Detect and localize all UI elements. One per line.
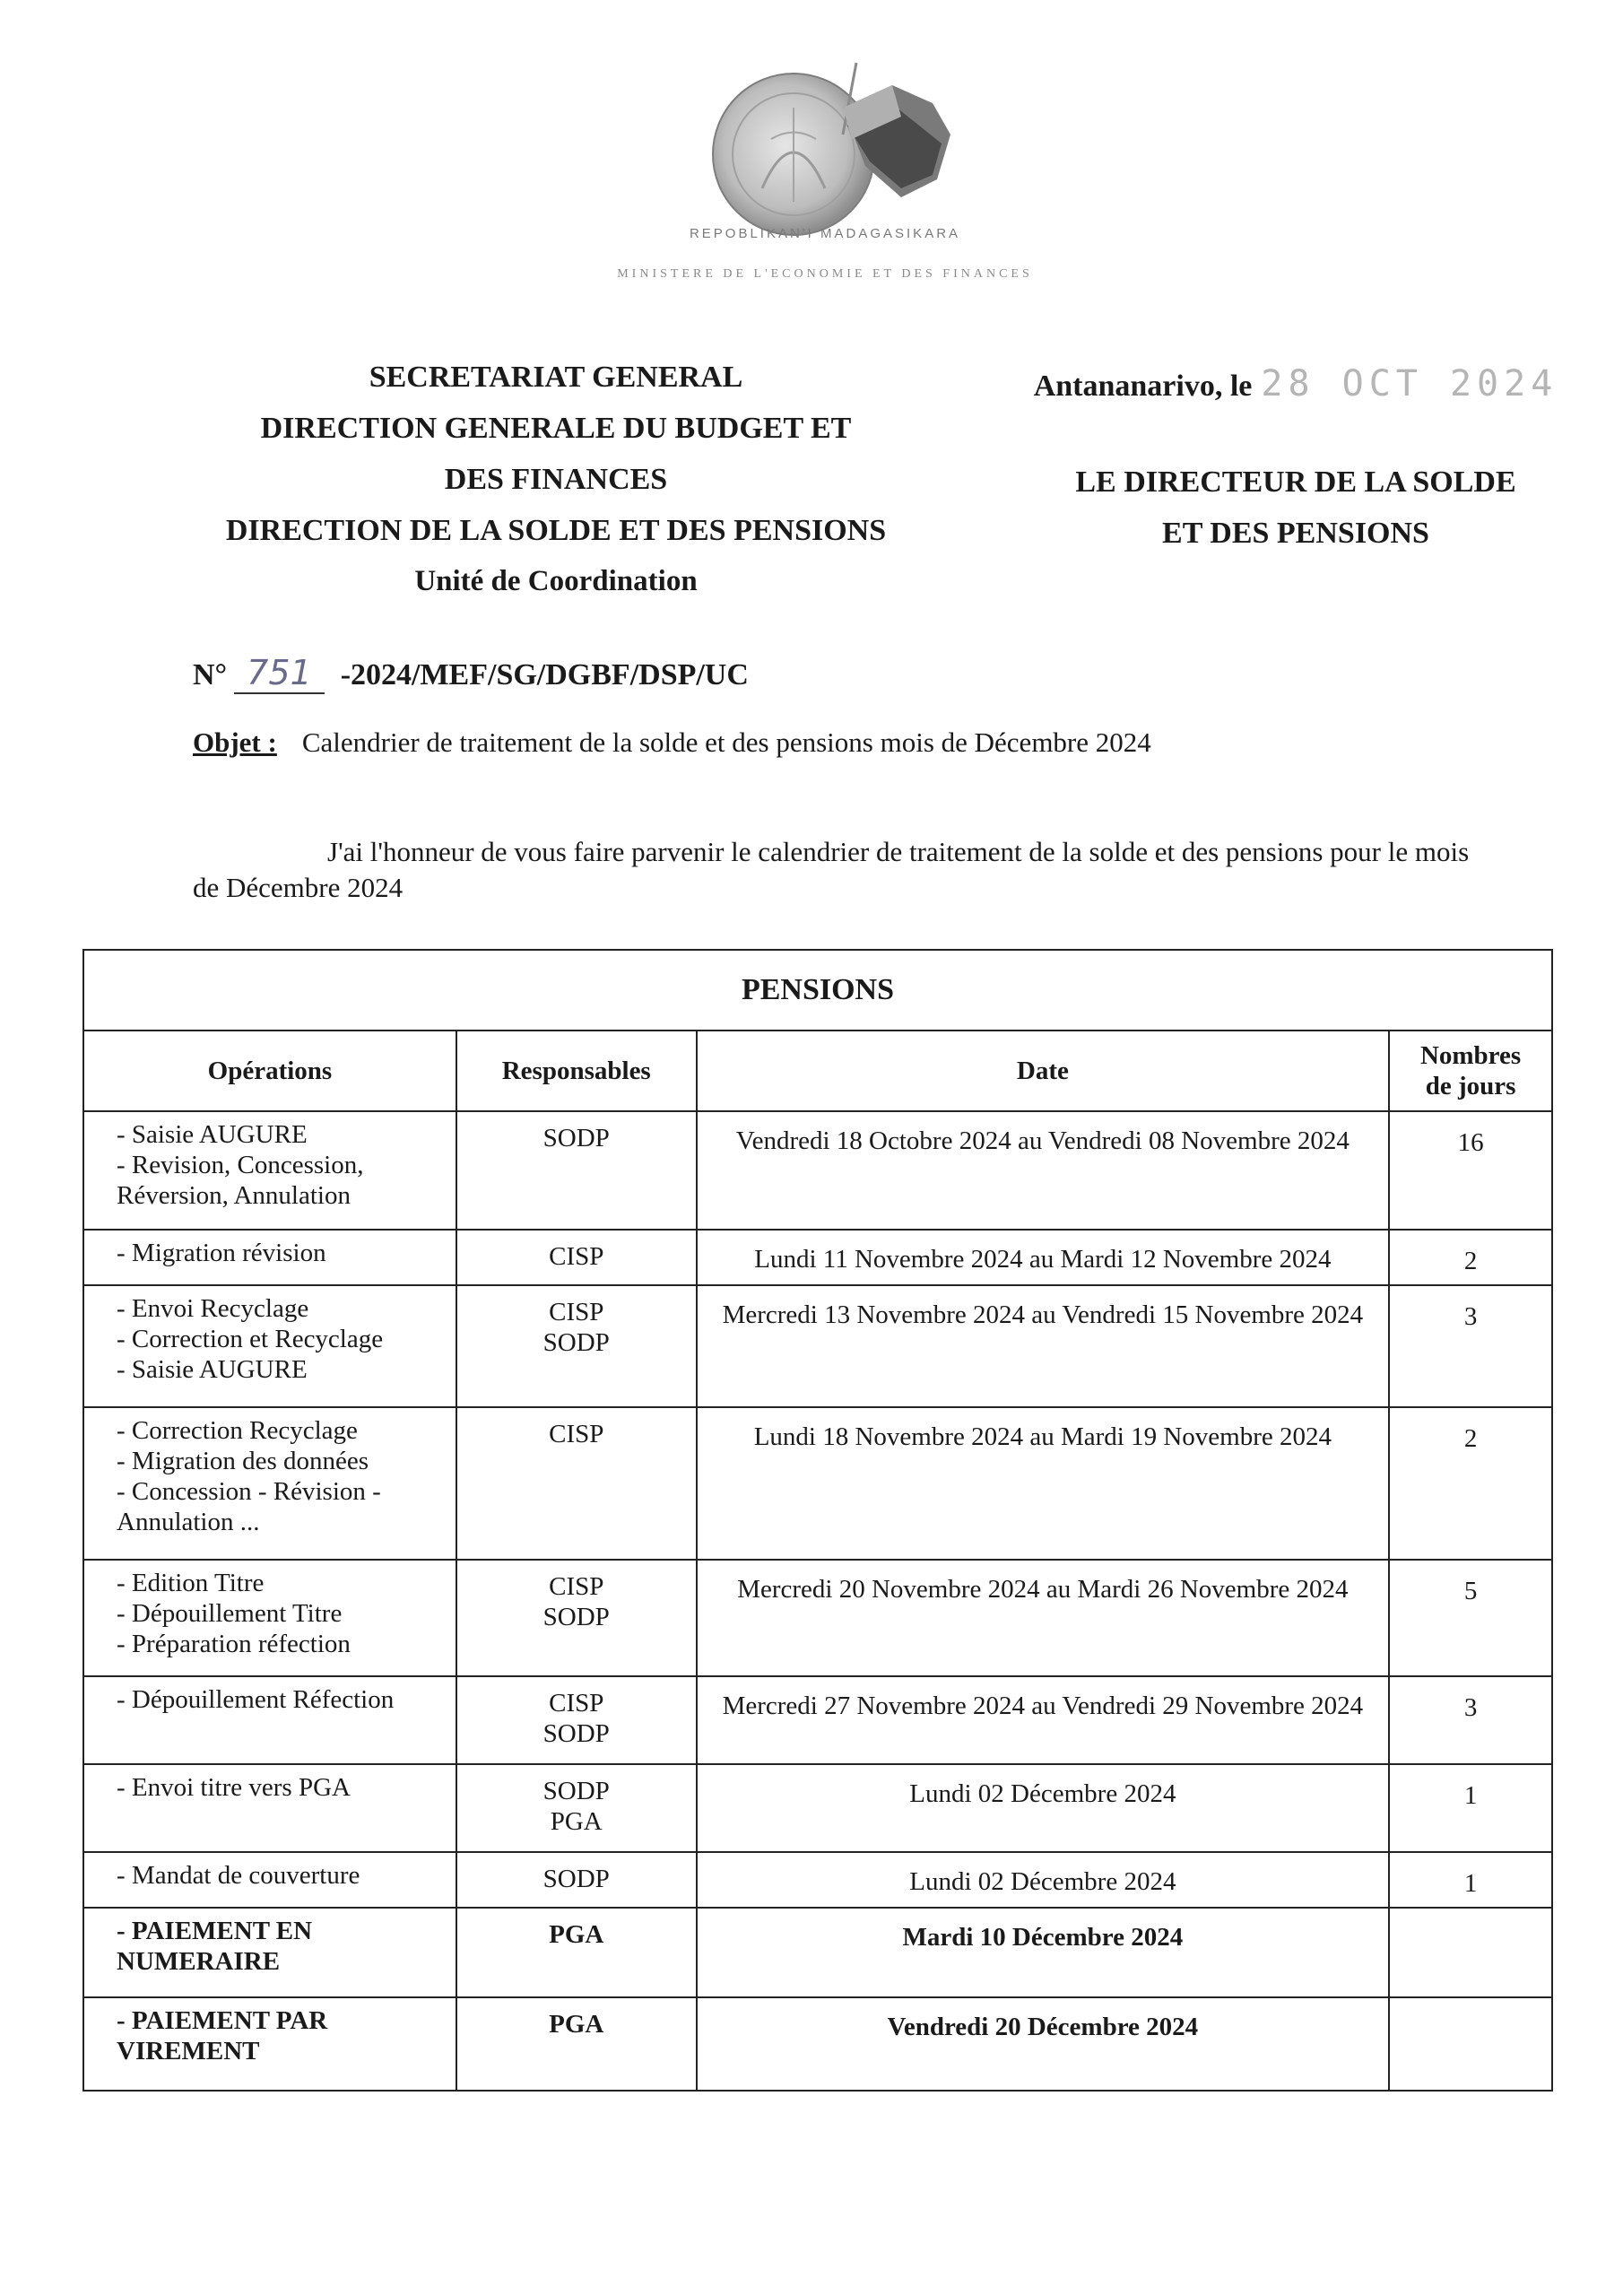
days-cell: 3 (1389, 1285, 1552, 1407)
director-line: ET DES PENSIONS (1162, 517, 1429, 550)
operations-cell (83, 1285, 456, 1407)
operation-line: - Edition Titre (117, 1569, 265, 1597)
days-cell: 1 (1389, 1852, 1552, 1908)
date-cell: Vendredi 18 Octobre 2024 au Vendredi 08 Novembre 2024 (697, 1111, 1390, 1230)
table-row (83, 1764, 1552, 1852)
operations-cell (83, 1230, 456, 1285)
date-cell: Mercredi 27 Novembre 2024 au Vendredi 29 Novembre 2024 (697, 1676, 1390, 1764)
responsable-entry: CISP (549, 1420, 604, 1448)
responsable-entry: SODP (542, 1124, 610, 1152)
responsable-entry: CISP (549, 1242, 604, 1271)
date-cell: Lundi 02 Décembre 2024 (697, 1852, 1390, 1908)
ref-handwritten-number: 751 (234, 653, 325, 694)
header-days-line: de jours (1425, 1072, 1516, 1100)
director-line: LE DIRECTEUR DE LA SOLDE (1075, 465, 1516, 499)
operation-line: Réversion, Annulation (117, 1181, 351, 1210)
responsable-entry: CISP (549, 1689, 604, 1718)
operation-line: - Correction Recyclage (117, 1416, 358, 1445)
responsable-entry: SODP (542, 1603, 610, 1631)
authority-line: DES FINANCES (444, 463, 668, 496)
operation-line: - Saisie AUGURE (117, 1355, 308, 1384)
operation-line: - PAIEMENT EN NUMERAIRE (117, 1917, 313, 1976)
authority-line: DIRECTION DE LA SOLDE ET DES PENSIONS (225, 514, 887, 547)
coat-of-arms-emblem (708, 54, 959, 251)
ref-prefix: N° (193, 658, 228, 691)
header-date: Date (697, 1031, 1390, 1111)
date-cell: Lundi 11 Novembre 2024 au Mardi 12 Novembre 2024 (697, 1230, 1390, 1285)
operation-line: - Envoi Recyclage (117, 1294, 309, 1323)
responsable-entry: PGA (549, 1920, 604, 1949)
operation-line: - PAIEMENT PAR VIREMENT (117, 2006, 328, 2066)
authority-line: SECRETARIAT GENERAL (369, 361, 743, 394)
operations-cell (83, 1997, 456, 2091)
responsable-entry: PGA (550, 1807, 603, 1836)
subject-label: Objet : (193, 726, 277, 758)
date-cell: Lundi 18 Novembre 2024 au Mardi 19 Novembre 2024 (697, 1407, 1390, 1560)
days-cell: 1 (1389, 1764, 1552, 1852)
operation-line: - Correction et Recyclage (117, 1325, 384, 1353)
table-row (83, 1560, 1552, 1676)
responsable-entry: CISP (549, 1298, 604, 1326)
days-cell: 2 (1389, 1407, 1552, 1560)
header-operations: Opérations (83, 1031, 456, 1111)
responsables-cell (456, 1908, 697, 1997)
authority-line: DIRECTION GENERALE DU BUDGET ET (260, 412, 852, 445)
date-stamp: 28 OCT 2024 (1261, 363, 1558, 404)
operations-cell (83, 1407, 456, 1560)
operation-line: - Dépouillement Titre (117, 1599, 343, 1628)
intro-paragraph: J'ai l'honneur de vous faire parvenir le calendrier de traitement de la solde et des pensions pour le mois de Décembre 2024 (193, 836, 1470, 903)
responsable-entry: SODP (542, 1865, 610, 1893)
table-title: PENSIONS (83, 950, 1552, 1031)
operations-cell (83, 1560, 456, 1676)
table-row (83, 1997, 1552, 2091)
responsables-cell (456, 1676, 697, 1764)
responsables-cell (456, 1407, 697, 1560)
responsable-entry: CISP (549, 1572, 604, 1601)
date-cell: Vendredi 20 Décembre 2024 (697, 1997, 1390, 2091)
operations-cell (83, 1908, 456, 1997)
ministry-name: MINISTERE DE L'ECONOMIE ET DES FINANCES (617, 267, 1033, 281)
ref-suffix: -2024/MEF/SG/DGBF/DSP/UC (340, 658, 749, 691)
days-cell (1389, 1908, 1552, 1997)
director-title (1031, 457, 1560, 559)
table-row (83, 1852, 1552, 1908)
responsable-entry: PGA (549, 2010, 604, 2039)
subject-text: Calendrier de traitement de la solde et des pensions mois de Décembre 2024 (301, 726, 1151, 758)
operation-line: - Migration des données (117, 1447, 369, 1475)
table-row (83, 1111, 1552, 1230)
responsables-cell (456, 1764, 697, 1852)
pensions-calendar-table (82, 949, 1553, 2092)
days-cell: 5 (1389, 1560, 1552, 1676)
operations-cell (83, 1111, 456, 1230)
responsables-cell (456, 1560, 697, 1676)
date-cell: Lundi 02 Décembre 2024 (697, 1764, 1390, 1852)
responsables-cell (456, 1111, 697, 1230)
responsable-entry: SODP (542, 1777, 610, 1805)
table-row (83, 1676, 1552, 1764)
days-cell: 2 (1389, 1230, 1552, 1285)
date-cell: Mercredi 20 Novembre 2024 au Mardi 26 Novembre 2024 (697, 1560, 1390, 1676)
reference-number (193, 653, 749, 694)
operation-line: - Dépouillement Réfection (117, 1685, 395, 1714)
operation-line: - Concession - Révision - (117, 1477, 381, 1506)
issuing-authority-block (135, 352, 977, 607)
operation-line: - Revision, Concession, (117, 1151, 364, 1179)
subject-line (193, 726, 1151, 759)
operation-line: Annulation ... (117, 1508, 260, 1536)
republic-name: REPOBLIKAN'I MADAGASIKARA (689, 226, 961, 241)
days-cell: 16 (1389, 1111, 1552, 1230)
responsables-cell (456, 1852, 697, 1908)
table-row (83, 1908, 1552, 1997)
responsable-entry: SODP (542, 1328, 610, 1357)
place-date-block (1031, 359, 1560, 559)
header-responsables: Responsables (456, 1031, 697, 1111)
table-row (83, 1285, 1552, 1407)
responsables-cell (456, 1285, 697, 1407)
operation-line: - Saisie AUGURE (117, 1120, 308, 1149)
table-row (83, 1230, 1552, 1285)
date-cell: Mercredi 13 Novembre 2024 au Vendredi 15 Novembre 2024 (697, 1285, 1390, 1407)
place-label: Antananarivo, le (1033, 370, 1253, 403)
operations-cell (83, 1764, 456, 1852)
header-days-line: Nombres (1419, 1041, 1522, 1070)
unit-name: Unité de Coordination (414, 565, 698, 597)
responsable-entry: SODP (542, 1719, 610, 1748)
header-days (1389, 1031, 1552, 1111)
days-cell: 3 (1389, 1676, 1552, 1764)
responsables-cell (456, 1230, 697, 1285)
operation-line: - Migration révision (117, 1239, 326, 1267)
operation-line: - Envoi titre vers PGA (117, 1773, 351, 1802)
operations-cell (83, 1852, 456, 1908)
responsables-cell (456, 1997, 697, 2091)
table-row (83, 1407, 1552, 1560)
operation-line: - Mandat de couverture (117, 1861, 360, 1890)
date-cell: Mardi 10 Décembre 2024 (697, 1908, 1390, 1997)
operation-line: - Préparation réfection (117, 1630, 351, 1658)
days-cell (1389, 1997, 1552, 2091)
operations-cell (83, 1676, 456, 1764)
